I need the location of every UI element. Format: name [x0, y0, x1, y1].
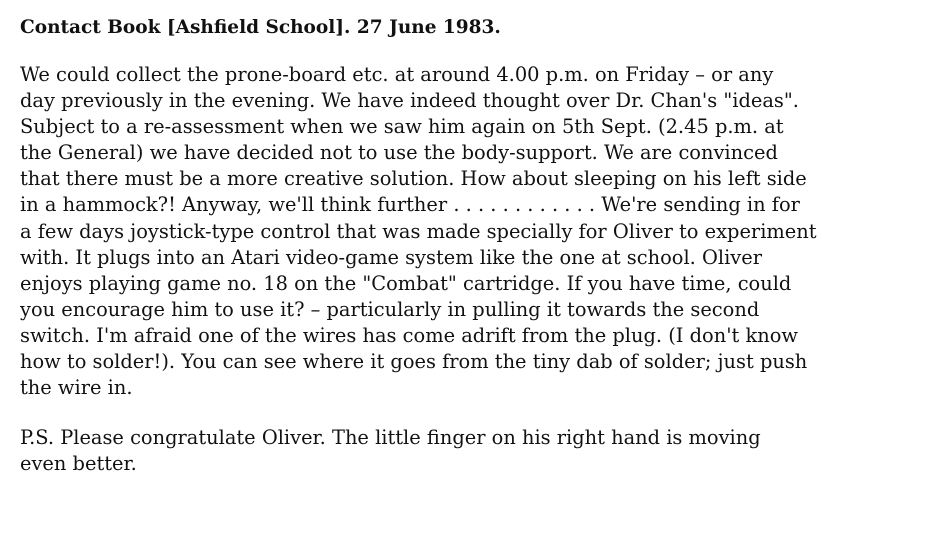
- paragraph-spacer: [20, 401, 935, 425]
- paragraph-line: switch. I'm afraid one of the wires has come adrift from the plug. (I don't know: [20, 323, 798, 347]
- postscript-line: P.S. Please congratulate Oliver. The little finger on his right hand is moving: [20, 426, 761, 450]
- postscript-line: even better.: [20, 452, 137, 476]
- paragraph-line: that there must be a more creative solution. How about sleeping on his left side: [20, 167, 807, 191]
- paragraph-line: We could collect the prone-board etc. at around 4.00 p.m. on Friday – or any: [20, 63, 774, 86]
- paragraph-line: a few days joystick-type control that was made specially for Oliver to experiment: [20, 219, 817, 243]
- paragraph-line: with. It plugs into an Atari video-game system like the one at school. Oliver: [20, 245, 762, 269]
- paragraph-line: the wire in.: [20, 376, 133, 400]
- paragraph-line: how to solder!). You can see where it goes from the tiny dab of solder; just push: [20, 350, 808, 374]
- paragraph-line: in a hammock?! Anyway, we'll think further . . . . . . . . . . . . We're sending in for: [20, 193, 800, 217]
- document-page: [20, 16, 935, 477]
- paragraph-line: Subject to a re-assessment when we saw him again on 5th Sept. (2.45 p.m. at: [20, 115, 784, 139]
- document-title: Contact Book [Ashfield School]. 27 June 1983.: [20, 17, 501, 38]
- paragraph-line: the General) we have decided not to use the body-support. We are convinced: [20, 141, 778, 165]
- paragraph-line: enjoys playing game no. 18 on the "Combat" cartridge. If you have time, could: [20, 271, 792, 295]
- paragraph-line: you encourage him to use it? – particularly in pulling it towards the second: [20, 297, 760, 321]
- main-paragraph: [20, 62, 935, 401]
- paragraph-line: day previously in the evening. We have indeed thought over Dr. Chan's "ideas".: [20, 89, 799, 113]
- postscript-paragraph: [20, 425, 935, 477]
